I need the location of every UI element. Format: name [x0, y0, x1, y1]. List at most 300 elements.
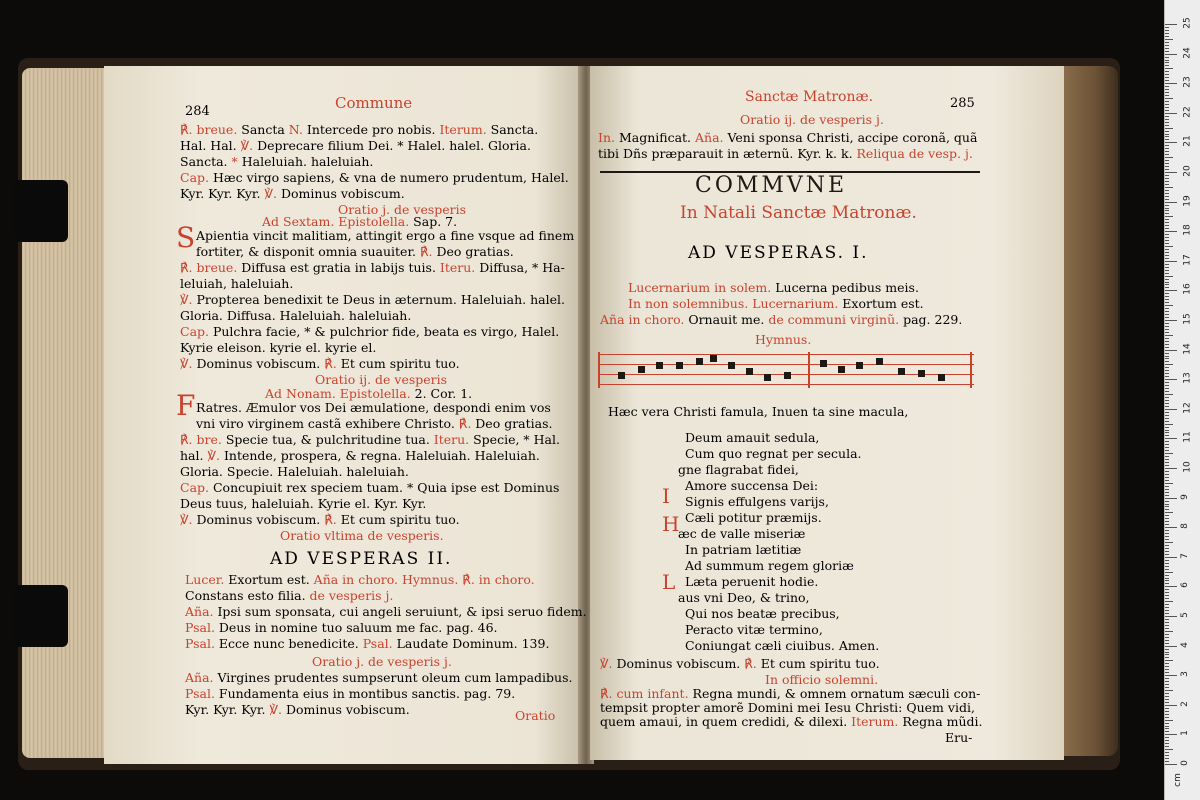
ruler-minor-tick — [1165, 495, 1169, 496]
ruler-minor-tick — [1165, 471, 1169, 472]
ruler-minor-tick — [1165, 560, 1169, 561]
ruler-minor-tick — [1165, 104, 1169, 105]
body-text: Virgines prudentes sumpserunt oleum cum lampadibus. — [213, 670, 573, 685]
ruler-minor-tick — [1165, 563, 1169, 564]
ruler-minor-tick — [1165, 205, 1169, 206]
ruler-minor-tick — [1165, 57, 1169, 58]
ruler-label: 8 — [1179, 523, 1190, 530]
book-spine-right — [1062, 66, 1118, 756]
ruler-tick — [1165, 586, 1177, 587]
ruler-minor-tick — [1165, 36, 1169, 37]
ruler-minor-tick — [1165, 110, 1169, 111]
ruler-minor-tick — [1165, 678, 1169, 679]
ruler-minor-tick — [1165, 353, 1169, 354]
ruler-minor-tick — [1165, 669, 1169, 670]
rubric-text: In. — [598, 130, 615, 145]
ruler-minor-tick — [1165, 506, 1169, 507]
ruler-minor-tick — [1165, 293, 1169, 294]
rubric-text: ℣. — [180, 292, 193, 307]
right-page-line — [685, 542, 801, 557]
ruler-minor-tick — [1165, 326, 1169, 327]
ruler-tick — [1165, 231, 1177, 232]
ruler-minor-tick — [1165, 299, 1169, 300]
ruler-minor-tick — [1165, 551, 1169, 552]
ruler-minor-tick — [1165, 628, 1169, 629]
body-text: Apientia vincit malitiam, attingit ergo a fine vsque ad finem — [196, 228, 575, 243]
body-text: Diffusa, * Ha- — [475, 260, 565, 275]
ruler-minor-tick — [1165, 190, 1169, 191]
ruler-minor-tick — [1165, 430, 1169, 431]
ruler-minor-tick — [1165, 634, 1169, 635]
ruler-minor-tick — [1165, 39, 1173, 40]
body-text: Concupiuit rex speciem tuam. * Quia ipse est Dominus — [209, 480, 560, 495]
body-text: Kyrie eleison. kyrie el. kyrie el. — [180, 340, 377, 355]
ruler-minor-tick — [1165, 580, 1169, 581]
body-text: leluiah, haleluiah. — [180, 276, 294, 291]
rubric-text: ℟. — [458, 416, 472, 431]
ruler-minor-tick — [1165, 530, 1169, 531]
ruler-tick — [1165, 290, 1177, 291]
ruler-minor-tick — [1165, 607, 1169, 608]
ruler-minor-tick — [1165, 284, 1169, 285]
ruler-minor-tick — [1165, 258, 1169, 259]
body-text: Intende, prospera, & regna. Haleluiah. Haleluiah. — [219, 448, 540, 463]
body-text: AD VESPERAS. I. — [688, 243, 869, 263]
ruler-minor-tick — [1165, 406, 1169, 407]
right-page-line — [685, 606, 840, 621]
ruler-minor-tick — [1165, 545, 1169, 546]
rubric-text: N. — [288, 122, 303, 137]
body-text: Qui nos beatæ precibus, — [685, 606, 840, 621]
rubric-text: ℣. — [207, 448, 220, 463]
body-text: Peracto vitæ termino, — [685, 622, 823, 637]
body-text: quem amaui, in quem credidi, & dilexi. — [600, 714, 852, 729]
ruler-label: 15 — [1182, 313, 1193, 325]
body-text: Et cum spiritu tuo. — [336, 512, 460, 527]
ruler-label: 12 — [1182, 402, 1193, 414]
body-text: tempsit propter amorẽ Domini mei Iesu Christi: Quem vidi, — [600, 700, 975, 715]
ruler-tick — [1165, 675, 1177, 676]
ruler-minor-tick — [1165, 68, 1173, 69]
left-page-line — [270, 549, 453, 569]
ruler-minor-tick — [1165, 151, 1169, 152]
right-page-line — [685, 638, 879, 653]
ruler-minor-tick — [1165, 702, 1169, 703]
ruler-minor-tick — [1165, 720, 1173, 721]
body-text: Deprecare filium Dei. * Halel. halel. Gloria. — [253, 138, 531, 153]
body-text: Deus tuus, haleluiah. Kyrie el. Kyr. Kyr. — [180, 496, 427, 511]
ruler-minor-tick — [1165, 107, 1169, 108]
body-text: Dominus vobiscum. — [192, 512, 325, 527]
ruler-minor-tick — [1165, 296, 1169, 297]
ruler-label: 21 — [1182, 135, 1193, 148]
left-page-line — [262, 214, 457, 229]
left-page-line — [180, 122, 538, 137]
ruler-minor-tick — [1165, 477, 1169, 478]
left-page-line — [185, 686, 515, 701]
body-text: aus vni Deo, & trino, — [678, 590, 810, 605]
ruler-minor-tick — [1165, 690, 1173, 691]
right-page-line — [678, 590, 810, 605]
rubric-text: ℟. bre. — [180, 432, 222, 447]
ruler-minor-tick — [1165, 128, 1173, 129]
ruler-minor-tick — [1165, 654, 1169, 655]
body-text: Lucerna pedibus meis. — [771, 280, 919, 295]
ruler-minor-tick — [1165, 415, 1169, 416]
body-text: Propterea benedixit te Deus in æternum. Haleluiah. halel. — [192, 292, 565, 307]
ruler-minor-tick — [1165, 208, 1169, 209]
body-text: AD VESPERAS II. — [270, 549, 453, 569]
right-page-line — [600, 700, 975, 715]
left-page-line — [185, 588, 393, 603]
left-page-line — [180, 356, 460, 371]
ruler-minor-tick — [1165, 394, 1173, 395]
body-text: tibi Dñs præparauit in æternũ. Kyr. k. k. — [598, 146, 857, 161]
ruler-minor-tick — [1165, 80, 1169, 81]
ruler-minor-tick — [1165, 210, 1169, 211]
ruler-minor-tick — [1165, 86, 1169, 87]
ruler-minor-tick — [1165, 572, 1173, 573]
right-page-line — [945, 730, 972, 745]
ruler-minor-tick — [1165, 323, 1169, 324]
ruler-minor-tick — [1165, 432, 1169, 433]
rubric-text: Oratio ij. de vesperis — [315, 372, 448, 387]
body-text: Constans esto filia. — [185, 588, 310, 603]
ruler-minor-tick — [1165, 279, 1169, 280]
left-page-line — [180, 308, 411, 323]
ruler-minor-tick — [1165, 533, 1169, 534]
body-text: Regna mũdi. — [898, 714, 983, 729]
body-text: Læta peruenit hodie. — [685, 574, 819, 589]
ruler-label: 18 — [1182, 224, 1193, 236]
ruler-minor-tick — [1165, 385, 1169, 386]
ruler-minor-tick — [1165, 421, 1169, 422]
page-number-left: 284 — [185, 104, 210, 119]
ruler-minor-tick — [1165, 249, 1169, 250]
rubric-text: Hymnus. — [755, 332, 812, 347]
left-page-line — [180, 324, 559, 339]
rubric-text: Lucer. — [185, 572, 225, 587]
ruler-label: 2 — [1179, 700, 1190, 707]
ruler-tick — [1165, 320, 1177, 321]
left-page-line — [180, 512, 460, 527]
ruler-minor-tick — [1165, 693, 1169, 694]
rubric-text: ℟. breue. — [180, 260, 238, 275]
right-page-line — [685, 478, 818, 493]
body-text: Hæc virgo sapiens, & vna de numero prudentum, Halel. — [209, 170, 569, 185]
body-text: Dominus vobiscum. — [612, 656, 745, 671]
left-page-line — [180, 480, 559, 495]
right-page-line — [678, 462, 799, 477]
left-page-line — [196, 228, 574, 243]
left-page-line — [312, 654, 452, 669]
rubric-text: Iterum. — [439, 122, 487, 137]
ruler-minor-tick — [1165, 237, 1169, 238]
body-text: hal. — [180, 448, 208, 463]
body-text: Haleluiah. haleluiah. — [237, 154, 374, 169]
ruler-tick — [1165, 24, 1177, 25]
left-page-line — [185, 636, 549, 651]
ruler-label: 14 — [1182, 342, 1193, 355]
book-clip-top — [14, 180, 68, 242]
ruler-label: 17 — [1182, 254, 1193, 266]
page-number-right: 285 — [950, 96, 975, 111]
ruler-minor-tick — [1165, 193, 1169, 194]
rubric-text: ℣. — [264, 186, 277, 201]
ruler-label: 11 — [1182, 431, 1193, 444]
ruler-minor-tick — [1165, 601, 1173, 602]
ruler-minor-tick — [1165, 474, 1169, 475]
body-text: Specie, * Hal. — [469, 432, 560, 447]
ruler-label: 13 — [1182, 372, 1193, 384]
ruler-label: 20 — [1182, 165, 1193, 177]
rubric-text: In officio solemni. — [765, 672, 879, 687]
body-text: Regna mundi, & omnem ornatum sæculi con- — [688, 686, 981, 701]
body-text: Ecce nunc benedicite. — [214, 636, 363, 651]
drop-cap-h: H — [662, 512, 680, 536]
ruler-minor-tick — [1165, 427, 1169, 428]
body-text: Deo gratias. — [432, 244, 514, 259]
right-page-line — [685, 510, 822, 525]
ruler-minor-tick — [1165, 640, 1169, 641]
ruler-tick — [1165, 83, 1177, 84]
ruler-minor-tick — [1165, 166, 1169, 167]
ruler-tick — [1165, 379, 1177, 380]
rubric-text: ℟. breue. — [180, 122, 238, 137]
ruler-minor-tick — [1165, 619, 1169, 620]
ruler-minor-tick — [1165, 486, 1169, 487]
ruler-minor-tick — [1165, 660, 1173, 661]
ruler-minor-tick — [1165, 548, 1169, 549]
ruler-minor-tick — [1165, 672, 1169, 673]
ruler-minor-tick — [1165, 335, 1173, 336]
ruler-minor-tick — [1165, 657, 1169, 658]
right-page-line — [685, 446, 862, 461]
ruler-minor-tick — [1165, 441, 1169, 442]
ruler-minor-tick — [1165, 643, 1169, 644]
ruler-minor-tick — [1165, 92, 1169, 93]
ruler-minor-tick — [1165, 264, 1169, 265]
body-text: fortiter, & disponit omnia suauiter. — [196, 244, 420, 259]
ruler-minor-tick — [1165, 711, 1169, 712]
rubric-text: Oratio j. de vesperis — [338, 202, 467, 217]
chant-staff — [598, 352, 974, 388]
body-text: Pulchra facie, * & pulchrior fide, beata es virgo, Halel. — [209, 324, 560, 339]
ruler-minor-tick — [1165, 169, 1169, 170]
left-page-line — [315, 372, 447, 387]
ruler-minor-tick — [1165, 219, 1169, 220]
ruler-minor-tick — [1165, 509, 1169, 510]
ruler-tick — [1165, 764, 1177, 765]
rubric-text: Aña in choro. — [600, 312, 685, 327]
ruler-minor-tick — [1165, 539, 1169, 540]
body-text: Coniungat cæli ciuibus. Amen. — [685, 638, 880, 653]
ruler-minor-tick — [1165, 583, 1169, 584]
ruler-minor-tick — [1165, 356, 1169, 357]
body-text: Exortum est. — [224, 572, 314, 587]
right-page-line — [740, 112, 884, 127]
right-page-line — [600, 686, 980, 701]
running-head-left: Commune — [335, 94, 413, 112]
right-page-line — [608, 404, 908, 419]
rubric-text: Aña. — [185, 670, 214, 685]
body-text: Specie tua, & pulchritudine tua. — [221, 432, 434, 447]
ruler-unit-label: cm — [1172, 773, 1183, 787]
ruler-minor-tick — [1165, 33, 1169, 34]
ruler-minor-tick — [1165, 62, 1169, 63]
ruler-minor-tick — [1165, 631, 1173, 632]
ruler-minor-tick — [1165, 435, 1169, 436]
ruler-minor-tick — [1165, 332, 1169, 333]
ruler-minor-tick — [1165, 228, 1169, 229]
ruler-minor-tick — [1165, 699, 1169, 700]
ruler-minor-tick — [1165, 462, 1169, 463]
body-text: Ipsi sum sponsata, cui angeli seruiunt, & ipsi seruo fidem. — [213, 604, 587, 619]
ruler-minor-tick — [1165, 199, 1169, 200]
ruler-tick — [1165, 261, 1177, 262]
right-page-line — [688, 243, 869, 263]
ruler-minor-tick — [1165, 240, 1169, 241]
ruler-minor-tick — [1165, 276, 1173, 277]
ruler-minor-tick — [1165, 542, 1173, 543]
ruler-minor-tick — [1165, 622, 1169, 623]
body-text: Gloria. Diffusa. Haleluiah. haleluiah. — [180, 308, 412, 323]
ruler-minor-tick — [1165, 364, 1173, 365]
ruler-minor-tick — [1165, 492, 1169, 493]
left-page-line — [280, 528, 444, 543]
ruler-minor-tick — [1165, 726, 1169, 727]
body-text: COMMVNE — [695, 173, 848, 198]
ruler-minor-tick — [1165, 252, 1169, 253]
body-text: Sap. 7. — [409, 214, 458, 229]
right-page-line — [600, 312, 962, 327]
body-text: Cum quo regnat per secula. — [685, 446, 862, 461]
ruler-minor-tick — [1165, 578, 1169, 579]
ruler-minor-tick — [1165, 681, 1169, 682]
ruler-minor-tick — [1165, 731, 1169, 732]
left-page-line — [185, 604, 587, 619]
rubric-text: de vesperis j. — [309, 588, 394, 603]
ruler-minor-tick — [1165, 338, 1169, 339]
left-page-line — [180, 464, 409, 479]
body-text: Veni sponsa Christi, accipe coronã, quã — [723, 130, 978, 145]
ruler-tick — [1165, 202, 1177, 203]
ruler-minor-tick — [1165, 403, 1169, 404]
ruler-minor-tick — [1165, 234, 1169, 235]
ruler-minor-tick — [1165, 370, 1169, 371]
ruler-minor-tick — [1165, 589, 1169, 590]
ruler-minor-tick — [1165, 444, 1169, 445]
ruler-minor-tick — [1165, 717, 1169, 718]
ruler-minor-tick — [1165, 450, 1169, 451]
body-text: 2. Cor. 1. — [410, 386, 473, 401]
ruler-minor-tick — [1165, 483, 1173, 484]
ruler-tick — [1165, 142, 1177, 143]
ruler-label: 5 — [1179, 612, 1190, 618]
right-page-line — [628, 296, 924, 311]
ruler-label: 22 — [1182, 106, 1193, 118]
ruler-minor-tick — [1165, 255, 1169, 256]
body-text: Intercede pro nobis. — [302, 122, 440, 137]
ruler-tick — [1165, 350, 1177, 351]
ruler-minor-tick — [1165, 758, 1169, 759]
ruler-minor-tick — [1165, 225, 1169, 226]
rubric-text: Psal. — [185, 620, 215, 635]
left-page-line — [196, 400, 551, 415]
ruler-minor-tick — [1165, 501, 1169, 502]
ruler-minor-tick — [1165, 27, 1169, 28]
ruler-minor-tick — [1165, 382, 1169, 383]
ruler-label: 4 — [1179, 641, 1190, 648]
ruler-minor-tick — [1165, 302, 1169, 303]
drop-cap-l: L — [662, 570, 676, 594]
body-text: vni viro virginem castã exhibere Christo. — [196, 416, 459, 431]
right-page-line — [685, 574, 818, 589]
ruler-minor-tick — [1165, 60, 1169, 61]
ruler-minor-tick — [1165, 598, 1169, 599]
rubric-text: ℣. — [600, 656, 613, 671]
ruler-minor-tick — [1165, 515, 1169, 516]
ruler-minor-tick — [1165, 746, 1169, 747]
ruler-minor-tick — [1165, 145, 1169, 146]
ruler-minor-tick — [1165, 465, 1169, 466]
body-text: In patriam lætitiæ — [685, 542, 802, 557]
left-page-line — [185, 670, 572, 685]
ruler-minor-tick — [1165, 213, 1169, 214]
ruler-tick — [1165, 527, 1177, 528]
ruler-minor-tick — [1165, 595, 1169, 596]
ruler-label: 3 — [1179, 671, 1190, 678]
ruler-minor-tick — [1165, 604, 1169, 605]
rubric-text: ℟. — [324, 356, 337, 371]
ruler-minor-tick — [1165, 187, 1173, 188]
ruler-tick — [1165, 498, 1177, 499]
ruler-minor-tick — [1165, 89, 1169, 90]
ruler-minor-tick — [1165, 287, 1169, 288]
body-text: Laudate Dominum. 139. — [392, 636, 550, 651]
right-page-line — [685, 622, 823, 637]
rubric-text: Oratio vltima de vesperis. — [280, 528, 444, 543]
ruler-minor-tick — [1165, 737, 1169, 738]
right-page-line — [600, 714, 983, 729]
left-page-line — [180, 292, 565, 307]
rubric-text: Iterum. — [851, 714, 899, 729]
body-text: gne flagrabat fidei, — [678, 462, 799, 477]
rubric-text: Cap. — [180, 324, 209, 339]
rubric-text: Ad Nonam. Epistolella. — [265, 386, 411, 401]
right-page-line — [678, 526, 805, 541]
ruler-minor-tick — [1165, 696, 1169, 697]
ruler-label: 19 — [1182, 194, 1193, 207]
ruler-minor-tick — [1165, 400, 1169, 401]
ruler-minor-tick — [1165, 412, 1169, 413]
body-text: pag. 229. — [899, 312, 963, 327]
rubric-text: Oratio — [515, 708, 556, 723]
ruler-tick — [1165, 705, 1177, 706]
ruler-minor-tick — [1165, 341, 1169, 342]
book-page-edges-left — [22, 68, 112, 758]
ruler-minor-tick — [1165, 728, 1169, 729]
ruler-minor-tick — [1165, 51, 1169, 52]
ruler-tick — [1165, 54, 1177, 55]
left-page-line — [180, 138, 531, 153]
right-page-line — [685, 430, 819, 445]
ruler-minor-tick — [1165, 447, 1169, 448]
body-text: Eru- — [945, 730, 973, 745]
ruler-minor-tick — [1165, 524, 1169, 525]
ruler-minor-tick — [1165, 666, 1169, 667]
rubric-text: In non solemnibus. Lucernarium. — [628, 296, 839, 311]
